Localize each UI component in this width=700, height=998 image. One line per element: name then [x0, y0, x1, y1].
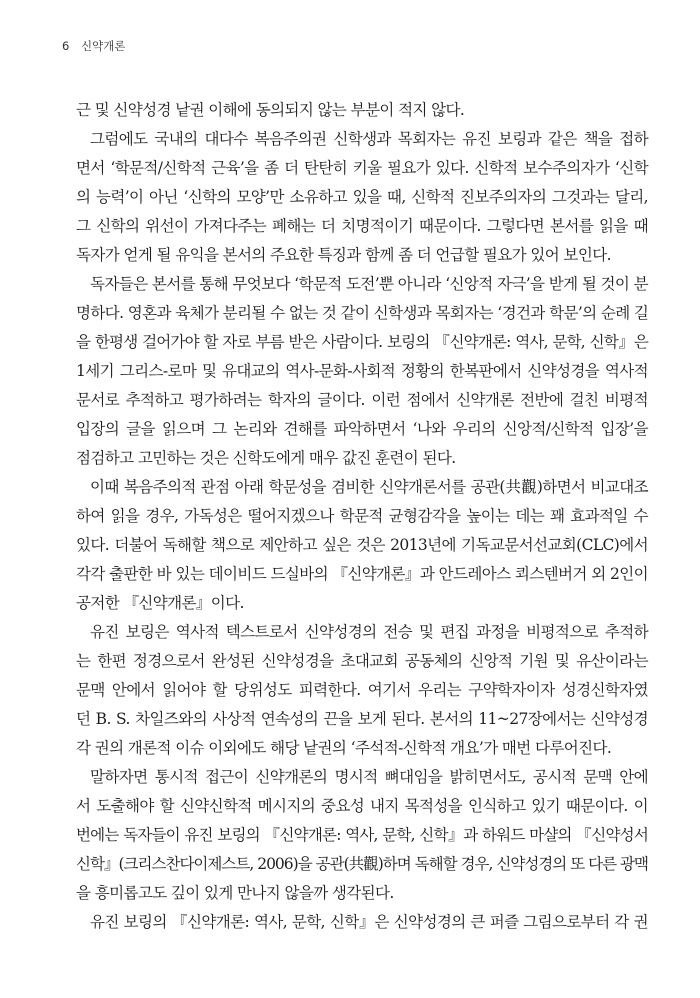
text-line: 입장의 글을 읽으며 그 논리와 견해를 파악하면서 ‘나와 우리의 신앙적/신학적 입장’을: [76, 420, 648, 438]
text-line: 을 한평생 걸어가야 할 자로 부름 받은 사람이다. 보링의 『신약개론: 역사, 문학, 신학』은: [76, 333, 648, 351]
text-line: 이때 복음주의적 관점 아래 학문성을 겸비한 신약개론서를 공관(共觀)하면서 비교대조: [90, 478, 648, 496]
text-line: 신학』(크리스찬다이제스트, 2006)을 공관(共觀)하며 독해할 경우, 신약성경의 또 다른 광맥: [76, 855, 648, 873]
text-line: 공저한 『신약개론』이다.: [76, 594, 244, 612]
text-line: 하여 읽을 경우, 가독성은 떨어지겠으나 학문적 균형감각을 높이는 데는 꽤 효과적일 수: [76, 507, 648, 525]
text-line: 말하자면 통시적 접근이 신약개론의 명시적 뼈대임을 밝히면서도, 공시적 문맥 안에: [90, 768, 648, 786]
running-title: 신약개론: [80, 39, 126, 53]
text-line: 번에는 독자들이 유진 보링의 『신약개론: 역사, 문학, 신학』과 하워드 마샬의 『신약성서: [76, 826, 648, 844]
text-line: 각 권의 개론적 이슈 이외에도 해당 낱권의 ‘주석적-신학적 개요’가 매번 다루어진다.: [76, 739, 612, 757]
page-number: 6: [62, 39, 70, 53]
text-line: 유진 보링의 『신약개론: 역사, 문학, 신학』은 신약성경의 큰 퍼즐 그림으로부터 각 권: [90, 913, 648, 931]
text-line: 유진 보링은 역사적 텍스트로서 신약성경의 전승 및 편집 과정을 비평적으로 추적하: [90, 623, 648, 641]
text-line: 1세기 그리스-로마 및 유대교의 역사-문화-사회적 정황의 한복판에서 신약성경을 역사적: [76, 362, 648, 380]
text-line: 문서로 추적하고 평가하려는 학자의 글이다. 이런 점에서 신약개론 전반에 걸친 비평적: [76, 391, 648, 409]
text-line: 독자가 얻게 될 유익을 본서의 주요한 특징과 함께 좀 더 언급할 필요가 있어 보인다.: [76, 246, 611, 264]
text-line: 서 도출해야 할 신약신학적 메시지의 중요성 내지 목적성을 인식하고 있기 때문이다. 이: [76, 797, 648, 815]
text-line: 있다. 더불어 독해할 책으로 제안하고 싶은 것은 2013년에 기독교문서선교회(CLC)에서: [76, 536, 648, 554]
text-line: 면서 ‘학문적/신학적 근육’을 좀 더 탄탄히 키울 필요가 있다. 신학적 보수주의자가 ‘신학: [76, 159, 648, 177]
running-header: [62, 38, 125, 54]
text-line: 그럼에도 국내의 대다수 복음주의권 신학생과 목회자는 유진 보링과 같은 책을 접하: [90, 130, 648, 148]
text-line: 의 능력’이 아닌 ‘신학의 모양’만 소유하고 있을 때, 신학적 진보주의자의 그것과는 달리,: [76, 188, 648, 206]
text-line: 각각 출판한 바 있는 데이비드 드실바의 『신약개론』과 안드레아스 쾨스텐버거 외 2인이: [76, 565, 648, 583]
text-line: 던 B. S. 차일즈와의 사상적 연속성의 끈을 보게 된다. 본서의 11~27장에서는 신약성경: [76, 710, 648, 728]
body-text: [76, 96, 648, 937]
text-line: 을 흥미롭고도 깊이 있게 만나지 않을까 생각된다.: [76, 884, 394, 902]
text-line: 문맥 안에서 읽어야 할 당위성도 피력한다. 여기서 우리는 구약학자이자 성경신학자였: [76, 681, 648, 699]
text-line: 독자들은 본서를 통해 무엇보다 ‘학문적 도전’뿐 아니라 ‘신앙적 자극’을 받게 될 것이 분: [90, 275, 648, 293]
text-line: 근 및 신약성경 낱권 이해에 동의되지 않는 부분이 적지 않다.: [76, 101, 465, 119]
text-line: 명하다. 영혼과 육체가 분리될 수 없는 것 같이 신학생과 목회자는 ‘경건과 학문’의 순례 길: [76, 304, 649, 322]
text-line: 는 한편 정경으로서 완성된 신약성경을 초대교회 공동체의 신앙적 기원 및 유산이라는: [76, 652, 648, 670]
text-line: 그 신학의 위선이 가져다주는 폐해는 더 치명적이기 때문이다. 그렇다면 본서를 읽을 때: [76, 217, 648, 235]
text-line: 점검하고 고민하는 것은 신학도에게 매우 값진 훈련이 된다.: [76, 449, 456, 467]
